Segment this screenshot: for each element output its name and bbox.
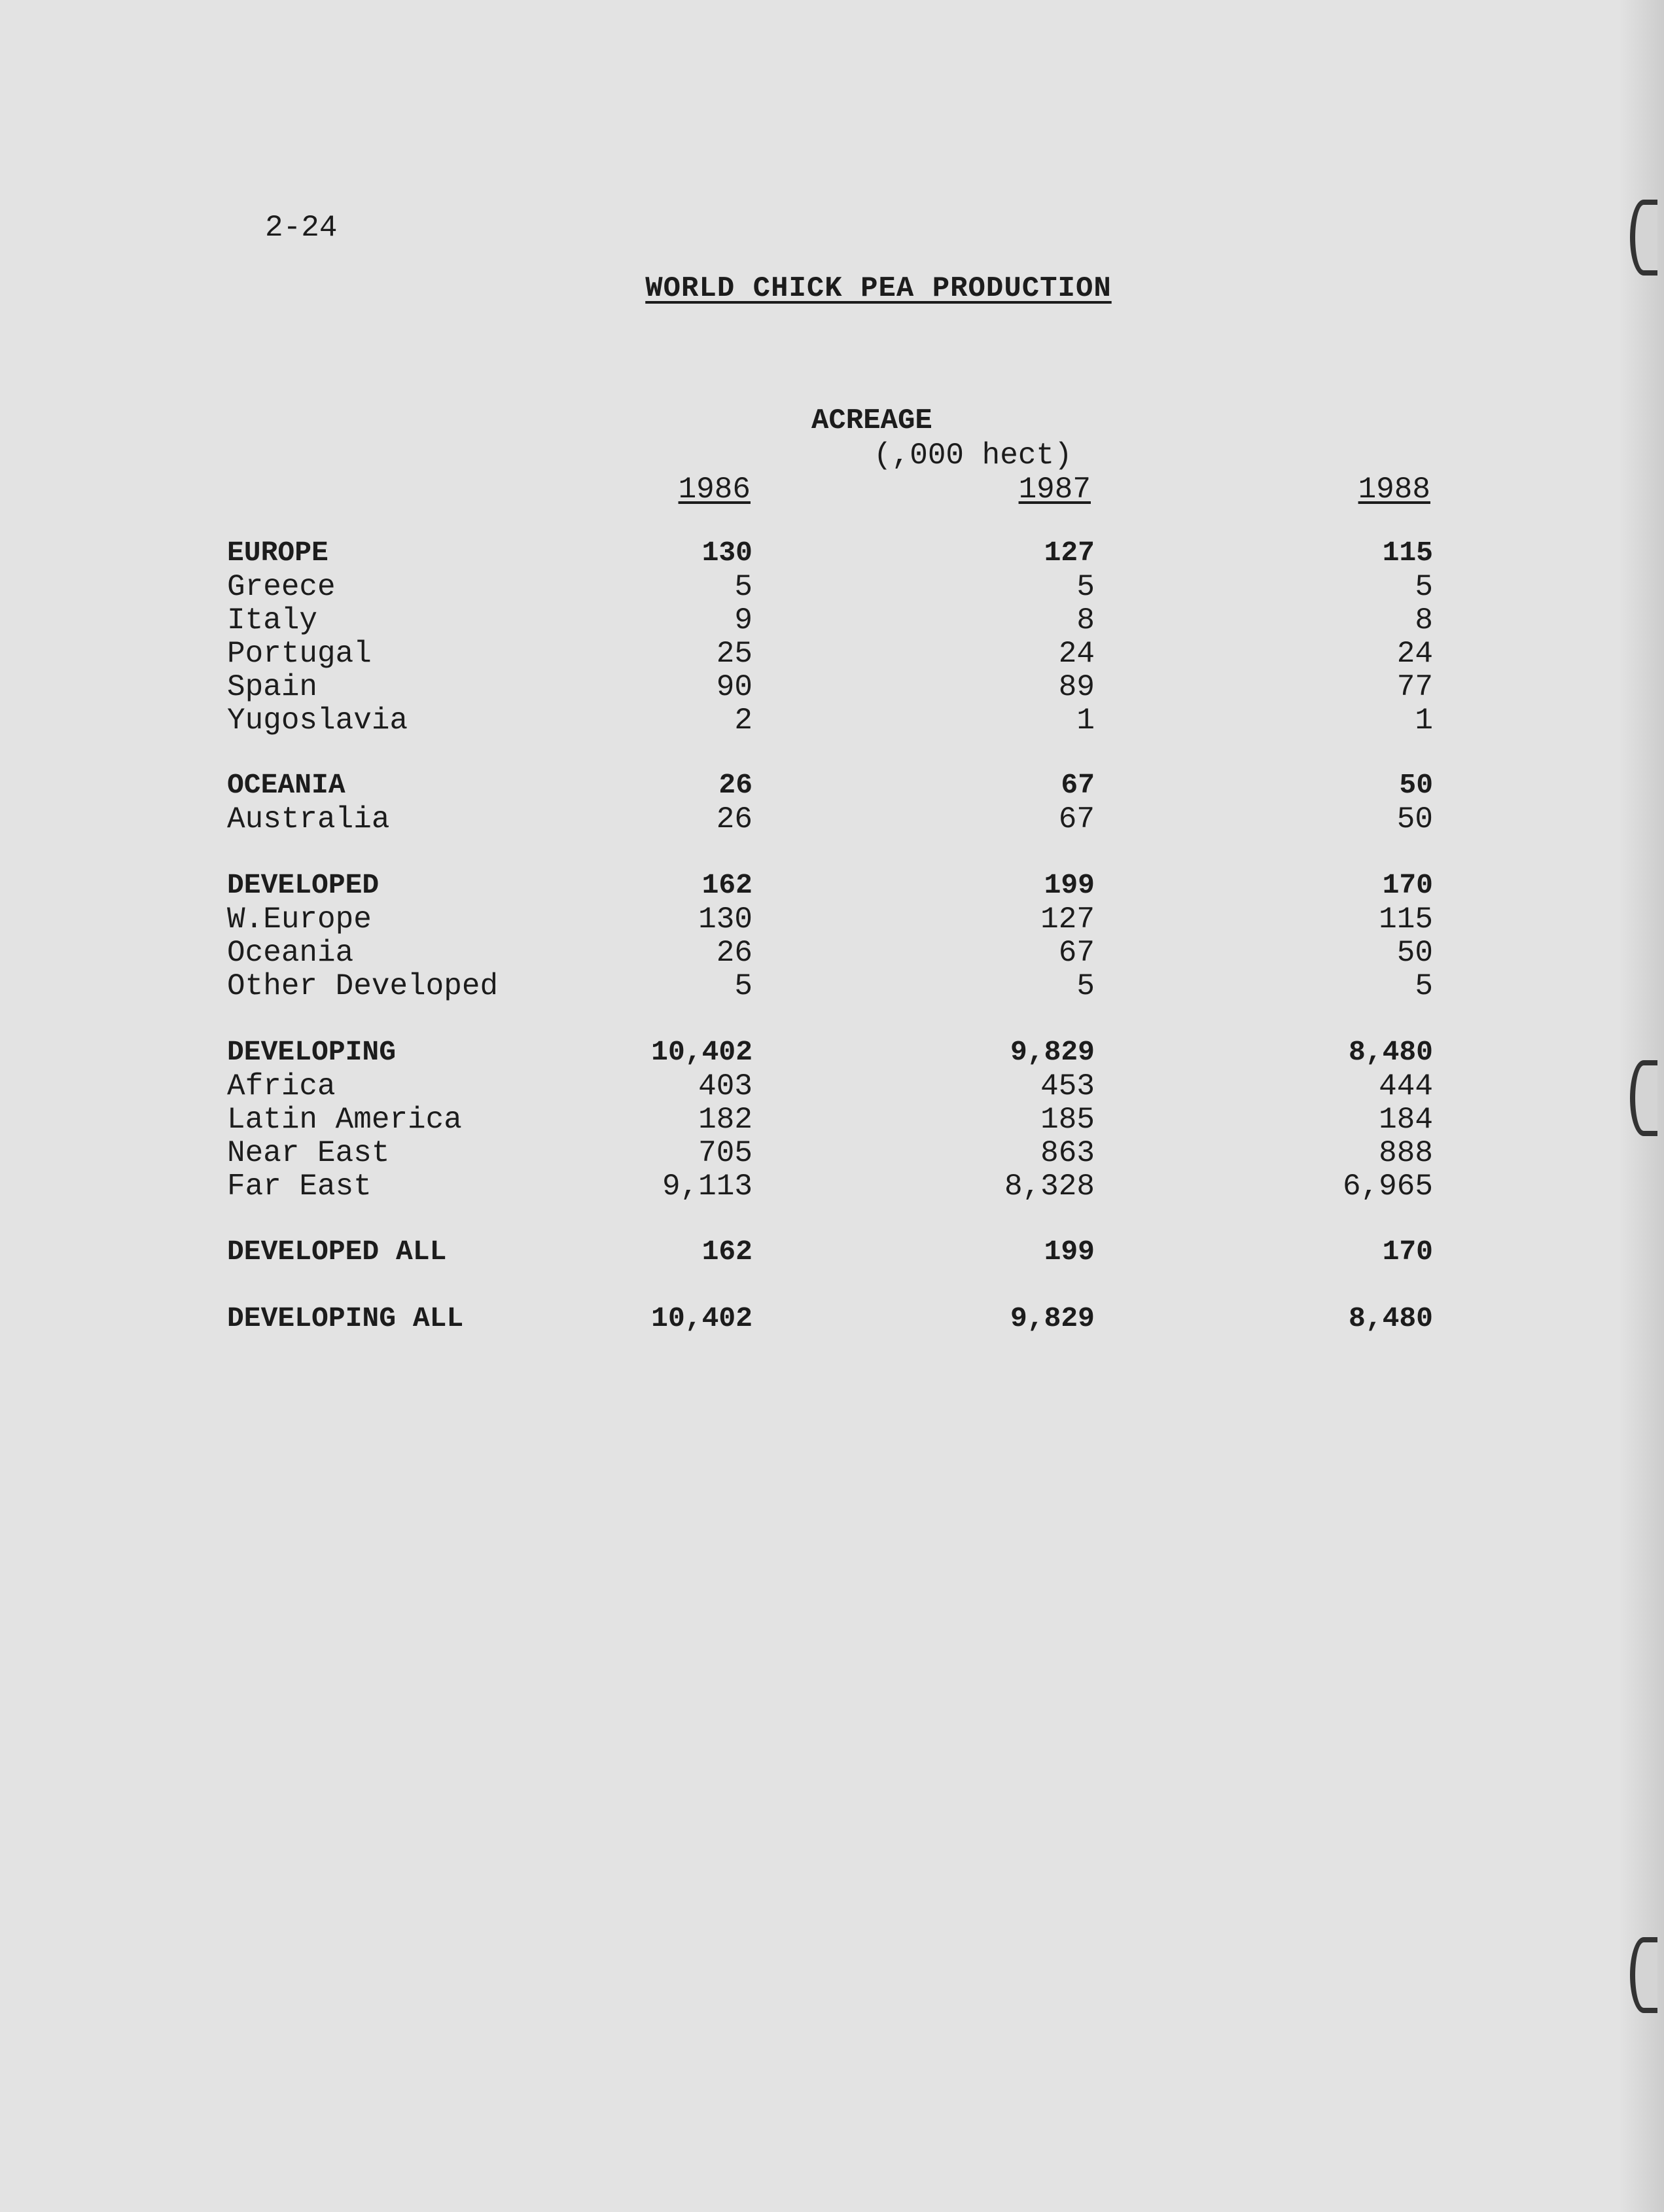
row-label: DEVELOPED ALL	[227, 1236, 447, 1268]
row-label: Spain	[227, 670, 318, 704]
cell-value-1986: 25	[716, 637, 752, 671]
cell-value-1988: 115	[1379, 902, 1433, 937]
row-label: Portugal	[227, 637, 372, 671]
cell-value-1987: 453	[1040, 1069, 1095, 1103]
row-label: Italy	[227, 603, 318, 637]
cell-value-1988: 50	[1396, 936, 1433, 970]
cell-value-1986: 9	[734, 603, 752, 637]
table-row	[0, 537, 1664, 571]
binder-hole-bottom	[1630, 1937, 1657, 2013]
row-label: Greece	[227, 570, 336, 604]
row-label: EUROPE	[227, 537, 328, 569]
cell-value-1988: 184	[1379, 1103, 1433, 1137]
row-label: W.Europe	[227, 902, 372, 937]
cell-value-1987: 5	[1076, 969, 1095, 1003]
table-row	[0, 1069, 1664, 1103]
cell-value-1986: 26	[718, 769, 752, 801]
document-title: WORLD CHICK PEA PRODUCTION	[645, 272, 1112, 305]
row-label: Oceania	[227, 936, 354, 970]
cell-value-1986: 5	[734, 570, 752, 604]
cell-value-1986: 26	[716, 802, 752, 836]
year-header-1988: 1988	[1358, 473, 1430, 507]
table-row	[0, 802, 1664, 836]
binder-hole-top	[1630, 200, 1657, 276]
table-row	[0, 570, 1664, 604]
row-label: Yugoslavia	[227, 704, 408, 738]
cell-value-1988: 444	[1379, 1069, 1433, 1103]
cell-value-1987: 127	[1044, 537, 1095, 569]
cell-value-1986: 9,113	[662, 1169, 752, 1204]
cell-value-1987: 67	[1061, 769, 1095, 801]
cell-value-1988: 8,480	[1348, 1302, 1433, 1334]
cell-value-1986: 10,402	[651, 1036, 752, 1068]
cell-value-1987: 67	[1058, 802, 1095, 836]
cell-value-1988: 50	[1399, 769, 1433, 801]
table-row	[0, 902, 1664, 937]
cell-value-1987: 8,328	[1004, 1169, 1095, 1204]
cell-value-1988: 6,965	[1342, 1169, 1433, 1204]
cell-value-1987: 89	[1058, 670, 1095, 704]
cell-value-1988: 24	[1396, 637, 1433, 671]
cell-value-1988: 5	[1415, 969, 1433, 1003]
row-label: Far East	[227, 1169, 372, 1204]
cell-value-1987: 9,829	[1010, 1302, 1095, 1334]
table-row	[0, 670, 1664, 704]
cell-value-1986: 90	[716, 670, 752, 704]
cell-value-1988: 77	[1396, 670, 1433, 704]
cell-value-1987: 863	[1040, 1136, 1095, 1170]
cell-value-1986: 2	[734, 704, 752, 738]
cell-value-1986: 10,402	[651, 1302, 752, 1334]
cell-value-1988: 170	[1382, 869, 1433, 901]
cell-value-1987: 199	[1044, 869, 1095, 901]
cell-value-1986: 705	[698, 1136, 752, 1170]
year-header-1987: 1987	[1018, 473, 1091, 507]
cell-value-1988: 50	[1396, 802, 1433, 836]
table-row	[0, 869, 1664, 903]
cell-value-1986: 130	[698, 902, 752, 937]
cell-value-1987: 5	[1076, 570, 1095, 604]
row-label: DEVELOPING ALL	[227, 1302, 464, 1334]
table-row	[0, 1136, 1664, 1170]
row-label: Latin America	[227, 1103, 462, 1137]
cell-value-1988: 170	[1382, 1236, 1433, 1268]
table-row	[0, 603, 1664, 637]
table-row	[0, 969, 1664, 1003]
cell-value-1986: 403	[698, 1069, 752, 1103]
table-row	[0, 637, 1664, 671]
cell-value-1986: 26	[716, 936, 752, 970]
cell-value-1987: 67	[1058, 936, 1095, 970]
cell-value-1986: 130	[701, 537, 752, 569]
cell-value-1988: 8,480	[1348, 1036, 1433, 1068]
table-row	[0, 704, 1664, 738]
cell-value-1986: 162	[701, 1236, 752, 1268]
cell-value-1988: 8	[1415, 603, 1433, 637]
cell-value-1988: 5	[1415, 570, 1433, 604]
page-number: 2-24	[265, 211, 338, 245]
column-group-header: ACREAGE	[811, 404, 932, 437]
cell-value-1986: 182	[698, 1103, 752, 1137]
unit-label: (,000 hect)	[874, 438, 1072, 473]
cell-value-1988: 888	[1379, 1136, 1433, 1170]
year-header-1986: 1986	[678, 473, 751, 507]
cell-value-1987: 1	[1076, 704, 1095, 738]
row-label: OCEANIA	[227, 769, 345, 801]
cell-value-1986: 162	[701, 869, 752, 901]
cell-value-1988: 115	[1382, 537, 1433, 569]
cell-value-1987: 127	[1040, 902, 1095, 937]
table-row	[0, 1103, 1664, 1137]
row-label: Africa	[227, 1069, 336, 1103]
row-label: Near East	[227, 1136, 390, 1170]
cell-value-1987: 24	[1058, 637, 1095, 671]
cell-value-1987: 8	[1076, 603, 1095, 637]
cell-value-1986: 5	[734, 969, 752, 1003]
row-label: Other Developed	[227, 969, 499, 1003]
row-label: DEVELOPED	[227, 869, 380, 901]
table-row	[0, 936, 1664, 970]
table-row	[0, 1036, 1664, 1070]
row-label: DEVELOPING	[227, 1036, 397, 1068]
table-row	[0, 769, 1664, 803]
cell-value-1987: 199	[1044, 1236, 1095, 1268]
table-row	[0, 1169, 1664, 1204]
cell-value-1988: 1	[1415, 704, 1433, 738]
cell-value-1987: 9,829	[1010, 1036, 1095, 1068]
row-label: Australia	[227, 802, 390, 836]
table-row	[0, 1236, 1664, 1270]
table-row	[0, 1302, 1664, 1336]
cell-value-1987: 185	[1040, 1103, 1095, 1137]
